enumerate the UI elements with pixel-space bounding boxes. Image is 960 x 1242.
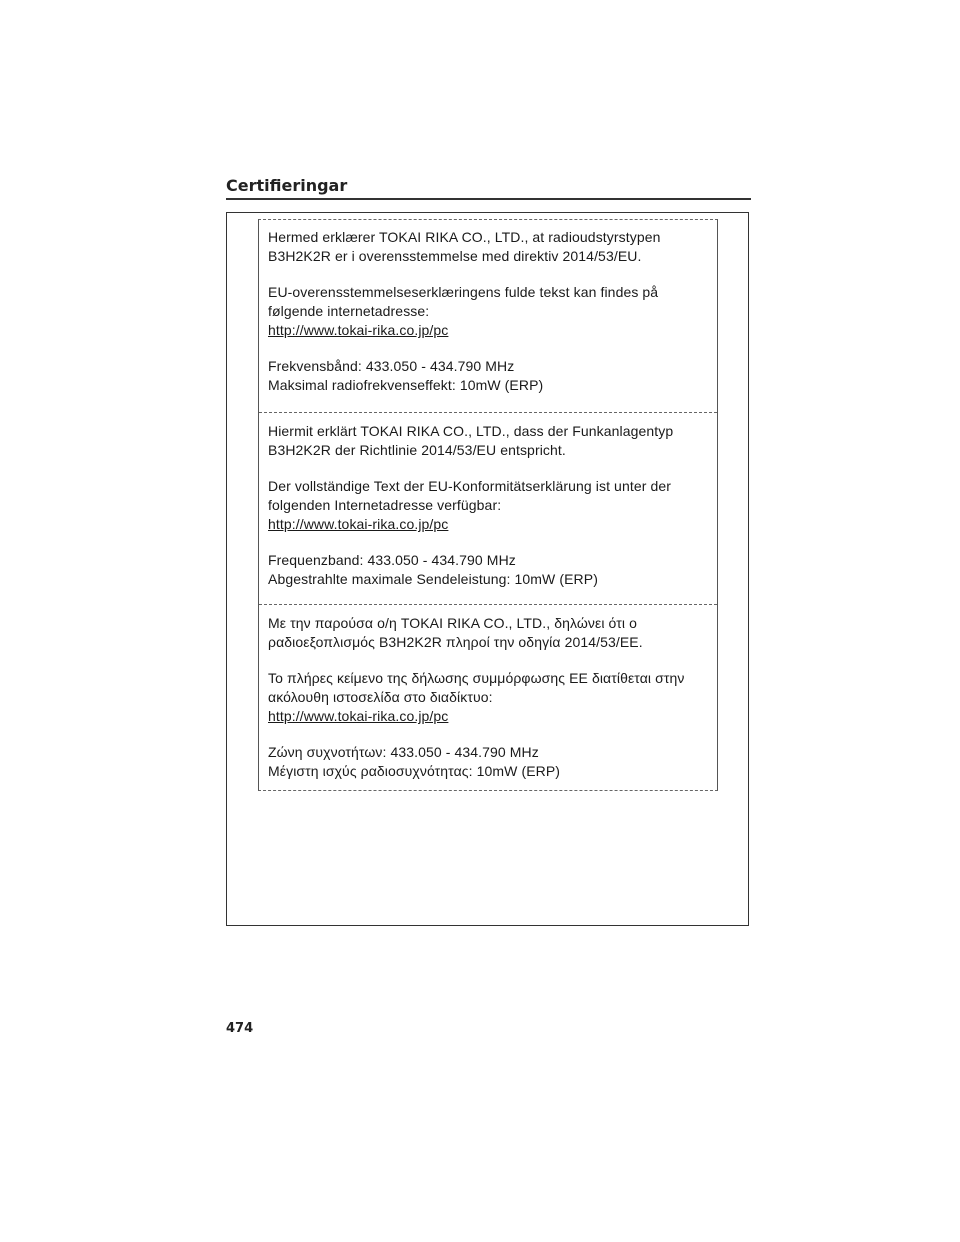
info-line: EU-overensstemmelseserklæringens fulde tekst kan findes på [268,284,659,300]
declaration-line: Hiermit erklärt TOKAI RIKA CO., LTD., dass der Funkanlagentyp [268,423,674,439]
url-link[interactable]: http://www.tokai-rika.co.jp/pc [268,322,449,338]
info-line: folgenden Internetadresse verfügbar: [268,497,502,513]
info-line: ακόλουθη ιστοσελίδα στο διαδίκτυο: [268,689,493,705]
declaration-frame [258,219,718,791]
spec-line: Maksimal radiofrekvenseffekt: 10mW (ERP) [268,377,544,393]
spec-line: Μέγιστη ισχύς ραδιοσυχνότητας: 10mW (ERP) [268,763,561,779]
info-line: Der vollständige Text der EU-Konformitätserklärung ist unter der [268,478,671,494]
spec-line: Ζώνη συχνοτήτων: 433.050 - 434.790 MHz [268,744,539,760]
spec-line: Frekvensbånd: 433.050 - 434.790 MHz [268,358,515,374]
spec-line: Abgestrahlte maximale Sendeleistung: 10mW (ERP) [268,571,598,587]
declaration-block-greek [259,604,717,781]
info-line: Το πλήρες κείμενο της δήλωσης συμμόρφωσης ΕΕ διατίθεται στην [268,670,685,686]
declaration-block-german [259,412,717,589]
page-number: 474 [226,1021,254,1036]
spec-line: Frequenzband: 433.050 - 434.790 MHz [268,552,516,568]
info-line: følgende internetadresse: [268,303,430,319]
url-link[interactable]: http://www.tokai-rika.co.jp/pc [268,516,449,532]
declaration-line: ραδιοεξοπλισμός B3H2K2R πληροί την οδηγία 2014/53/ΕΕ. [268,634,643,650]
declaration-line: Hermed erklærer TOKAI RIKA CO., LTD., at radioudstyrstypen [268,229,661,245]
declaration-block-danish [259,228,717,395]
declaration-line: B3H2K2R der Richtlinie 2014/53/EU entspricht. [268,442,566,458]
declaration-line: Με την παρούσα ο/η TOKAI RIKA CO., LTD., δηλώνει ότι ο [268,615,637,631]
declaration-line: B3H2K2R er i overensstemmelse med direktiv 2014/53/EU. [268,248,642,264]
title-rule [226,198,751,200]
url-link[interactable]: http://www.tokai-rika.co.jp/pc [268,708,449,724]
section-title: Certifieringar [226,176,348,195]
